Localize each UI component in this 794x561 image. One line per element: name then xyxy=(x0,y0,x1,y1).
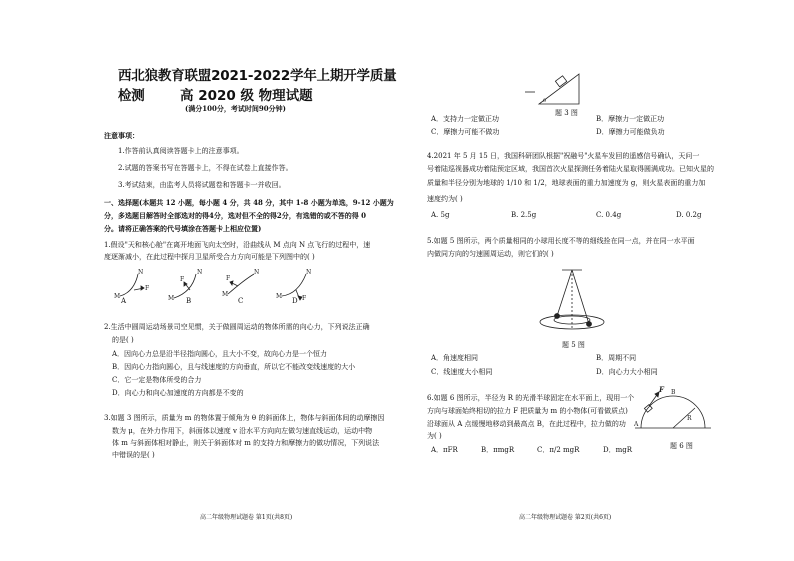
svg-text:N: N xyxy=(138,269,144,276)
notice-heading: 注意事项： xyxy=(104,131,139,140)
notice-item: 3.考试结束，由监考人员将试题卷和答题卡一并收回。 xyxy=(118,181,286,189)
q6-option: D．mgR xyxy=(603,446,633,454)
q5-option: D．向心力大小相同 xyxy=(596,368,658,376)
exam-subtitle: 高 2020 级 物理试题 xyxy=(180,88,313,104)
question-1-text: 1.假设"天和核心舱"在离开地面飞向太空时，沿曲线从 M 点向 N 点飞行的过程中，速 xyxy=(104,241,371,249)
q6-option: B．πmgR xyxy=(481,446,515,454)
question-6-text: 6.如题 6 图所示，半径为 R 的光滑半球固定在水平面上，现用一个 xyxy=(427,394,635,402)
question-2-text: 的是( ) xyxy=(112,336,134,344)
svg-text:N: N xyxy=(197,269,203,276)
page-footer: 高二年级物理试题卷 第2页(共6页) xyxy=(519,514,612,521)
figure-3-incline xyxy=(535,70,585,106)
exam-info: (满分100分，考试时间90分钟) xyxy=(185,104,286,113)
page-2 xyxy=(397,0,794,561)
section-heading: 一、选择题(本题共 12 小题，每小题 4 分，共 48 分，其中 1-8 小题为单选，9-12 小题为 xyxy=(104,198,394,207)
q4-option: C. 0.4g xyxy=(596,211,622,219)
svg-text:F: F xyxy=(145,285,150,292)
q3-option: B．摩擦力一定做正功 xyxy=(596,115,665,123)
svg-text:N: N xyxy=(254,269,260,276)
q3-option: C．摩擦力可能不做功 xyxy=(431,128,500,136)
q2-option: D．向心力和向心加速度的方向都是不变的 xyxy=(112,389,244,397)
question-5-text: 5.如题 5 图所示，两个质量相同的小球用长度不等的细线拴在同一点，并在同一水平面 xyxy=(427,237,695,245)
question-2-text: 2.生活中圆周运动场景司空见惯，关于做圆周运动的物体所需的向心力，下列说法正确 xyxy=(104,323,370,331)
figure-5-conical-pendulum xyxy=(527,268,617,338)
svg-text:M: M xyxy=(168,295,175,302)
figure-6-caption: 题 6 图 xyxy=(670,442,693,450)
question-6-text: 为( ) xyxy=(427,432,442,440)
q4-option: D. 0.2g xyxy=(676,211,702,219)
svg-text:F: F xyxy=(302,295,307,302)
question-3-text: 体 m 与斜面体相对静止，则关于斜面体对 m 的支持力和摩擦力的做功情况，下列说法 xyxy=(112,439,380,447)
q4-option: A. 5g xyxy=(431,211,450,219)
question-4-text: 速度约为( ) xyxy=(427,195,463,203)
svg-text:M: M xyxy=(114,293,121,300)
q4-option: B. 2.5g xyxy=(511,211,537,219)
question-6-text: 沿球面从 A 点缓慢地移动到最高点 B，在此过程中，拉力做的功 xyxy=(427,420,626,428)
q1-option-label: C xyxy=(238,297,244,305)
svg-text:M: M xyxy=(276,293,283,300)
svg-text:A: A xyxy=(634,421,639,428)
svg-text:θ: θ xyxy=(543,98,547,104)
question-3-text: 3.如题 3 图所示，质量为 m 的物体置于倾角为 θ 的斜面体上，物体与斜面体间的动摩擦因 xyxy=(104,414,385,422)
question-3-text: 中错误的是( ) xyxy=(112,451,155,459)
question-6-text: 方向与球面始终相切的拉力 F 把质量为 m 的小物体(可看做质点) xyxy=(427,407,628,415)
notice-item: 2.试题的答案书写在答题卡上，不得在试卷上直接作答。 xyxy=(118,164,293,172)
svg-text:F: F xyxy=(659,385,664,394)
page-footer: 高二年级物理试题卷 第1页(共8页) xyxy=(200,514,293,521)
question-4-text: 质量和半径分别为地球的 1/10 和 1/2，地球表面的重力加速度为 g，则火星表面的重力加 xyxy=(427,179,706,187)
q6-option: C．π/2 mgR xyxy=(537,446,580,454)
q3-option: A．支持力一定做正功 xyxy=(431,115,500,123)
q2-option: A．因向心力总是沿半径指向圆心，且大小不变，故向心力是一个恒力 xyxy=(112,350,328,358)
notice-item: 1.作答前认真阅读答题卡上的注意事项。 xyxy=(118,147,244,155)
q5-option: A．角速度相同 xyxy=(431,354,479,362)
figure-5-caption: 题 5 图 xyxy=(562,341,585,349)
figure-3-caption: 题 3 图 xyxy=(555,109,578,117)
svg-text:N: N xyxy=(306,269,312,276)
question-4-text: 4.2021 年 5 月 15 日，我国科研团队根据"祝融号"火星车发回的遥感信号确认，天问一 xyxy=(427,152,700,160)
q2-option: C．它一定是物体所受的合力 xyxy=(112,376,202,384)
svg-text:B: B xyxy=(671,389,676,396)
q1-option-label: B xyxy=(186,297,192,305)
svg-text:M: M xyxy=(222,291,229,298)
question-4-text: 号着陆巡视器成功着陆预定区域，我国首次火星探测任务着陆火星取得圆满成功。已知火星的 xyxy=(427,165,714,173)
q3-option: D．摩擦力可能做负功 xyxy=(596,128,665,136)
figure-6-hemisphere xyxy=(633,386,713,432)
svg-text:R: R xyxy=(687,415,692,422)
svg-text:F: F xyxy=(180,276,185,283)
question-5-text: 内做同方向的匀速圆周运动，则它们的( ) xyxy=(427,250,554,258)
question-1-text: 度逐渐减小，在此过程中探月卫星所受合力方向可能是下列图中的( ) xyxy=(104,253,315,261)
q1-option-label: A xyxy=(121,297,127,305)
q6-option: A．πFR xyxy=(431,446,458,454)
q1-option-label: D xyxy=(292,297,298,305)
exam-title: 西北狼教育联盟2021-2022学年上期开学质量检测 xyxy=(118,68,397,104)
question-3-text: 数为 μ，在外力作用下，斜面体以速度 v 沿水平方向向左做匀速直线运动，运动中物 xyxy=(112,427,373,435)
q2-option: B．因向心力指向圆心，且与线速度的方向垂直，所以它不能改变线速度的大小 xyxy=(112,363,356,371)
section-heading: 分。请将正确答案的代号填涂在答题卡上相应位置) xyxy=(104,224,262,233)
section-heading: 分，多选题目解答时全部选对的得4分，选对但不全的得2分，有选错的或不答的得 0 xyxy=(104,211,367,220)
svg-text:F: F xyxy=(226,275,231,282)
q5-option: B．周期不同 xyxy=(596,354,637,362)
q5-option: C．线速度大小相同 xyxy=(431,368,493,376)
